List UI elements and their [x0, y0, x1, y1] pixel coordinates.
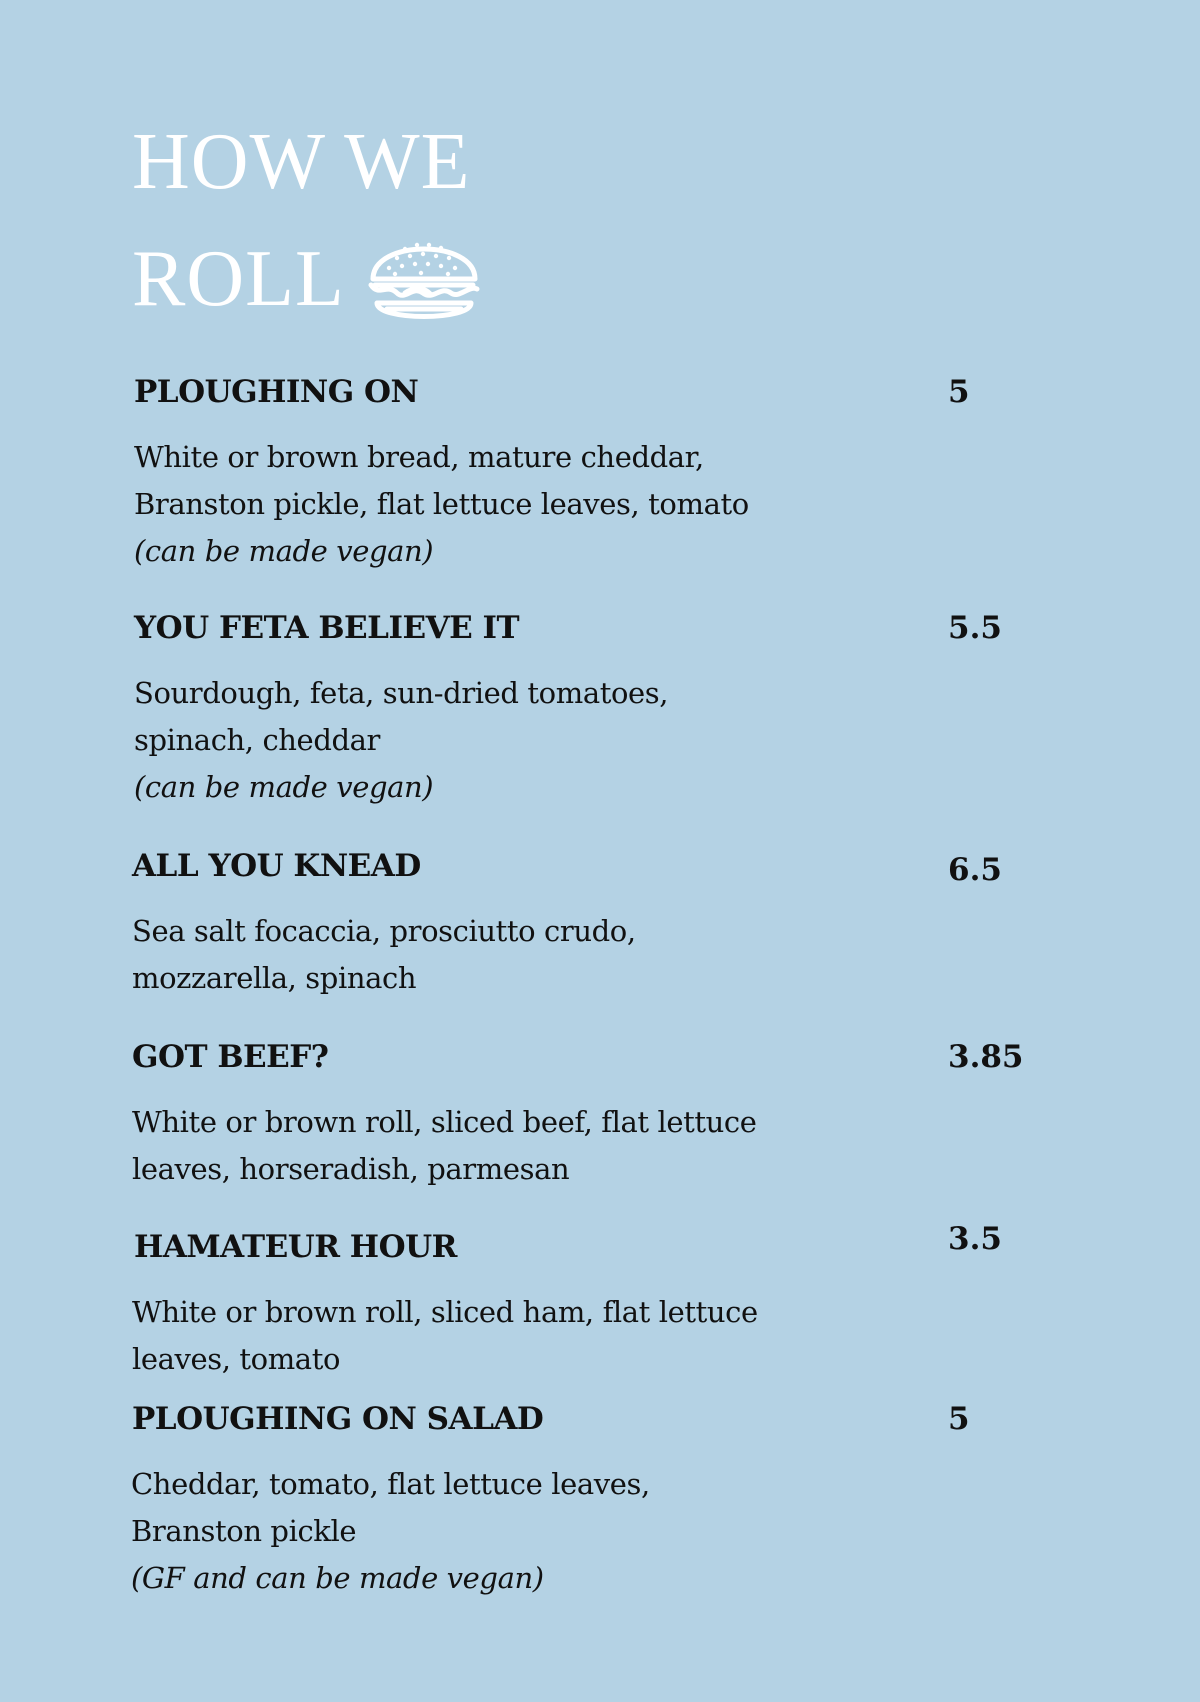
description-line: leaves, horseradish, parmesan	[132, 1152, 570, 1186]
description-line: mozzarella, spinach	[132, 961, 417, 995]
description-line: Sea salt focaccia, prosciutto crudo,	[132, 914, 636, 948]
description-line: Sourdough, feta, sun-dried tomatoes,	[134, 676, 669, 710]
menu-item-description	[134, 670, 774, 811]
menu-item-price: 3.5	[948, 1221, 1002, 1257]
menu-title-line-1: HOW WE	[132, 118, 471, 206]
description-line: White or brown roll, sliced beef, flat lettuce	[132, 1105, 757, 1139]
description-line: Branston pickle, flat lettuce leaves, tomato	[134, 487, 749, 521]
description-line: Branston pickle	[131, 1514, 357, 1548]
menu-item-price: 3.85	[948, 1039, 1024, 1075]
description-line: White or brown bread, mature cheddar,	[134, 440, 704, 474]
menu-item-name: GOT BEEF?	[132, 1039, 329, 1075]
menu-title	[132, 104, 483, 338]
dietary-note: (GF and can be made vegan)	[131, 1561, 544, 1595]
description-line: spinach, cheddar	[134, 723, 381, 757]
menu-item-price: 5	[948, 1401, 970, 1437]
description-line: leaves, tomato	[132, 1342, 341, 1376]
menu-item-name: PLOUGHING ON	[134, 374, 419, 410]
menu-item-name: PLOUGHING ON SALAD	[132, 1401, 544, 1437]
dietary-note: (can be made vegan)	[134, 770, 434, 804]
menu-item-price: 6.5	[948, 852, 1002, 888]
menu-title-roll-text: ROLL	[132, 235, 345, 323]
menu-item-description	[131, 1461, 771, 1602]
description-line: White or brown roll, sliced ham, flat lettuce	[132, 1295, 758, 1329]
dietary-note: (can be made vegan)	[134, 534, 434, 568]
menu-item-description	[134, 434, 774, 575]
menu-item-name: YOU FETA BELIEVE IT	[134, 610, 520, 646]
menu-item-name: ALL YOU KNEAD	[132, 848, 421, 884]
menu-item-description	[132, 1289, 772, 1383]
menu-title-line-2	[132, 221, 483, 338]
menu-item-price: 5	[948, 374, 970, 410]
menu-item-price: 5.5	[948, 610, 1002, 646]
menu-item-description	[132, 908, 772, 1002]
burger-icon	[365, 227, 483, 327]
description-line: Cheddar, tomato, flat lettuce leaves,	[131, 1467, 650, 1501]
menu-item-name: HAMATEUR HOUR	[134, 1229, 457, 1265]
menu-item-description	[132, 1099, 772, 1193]
